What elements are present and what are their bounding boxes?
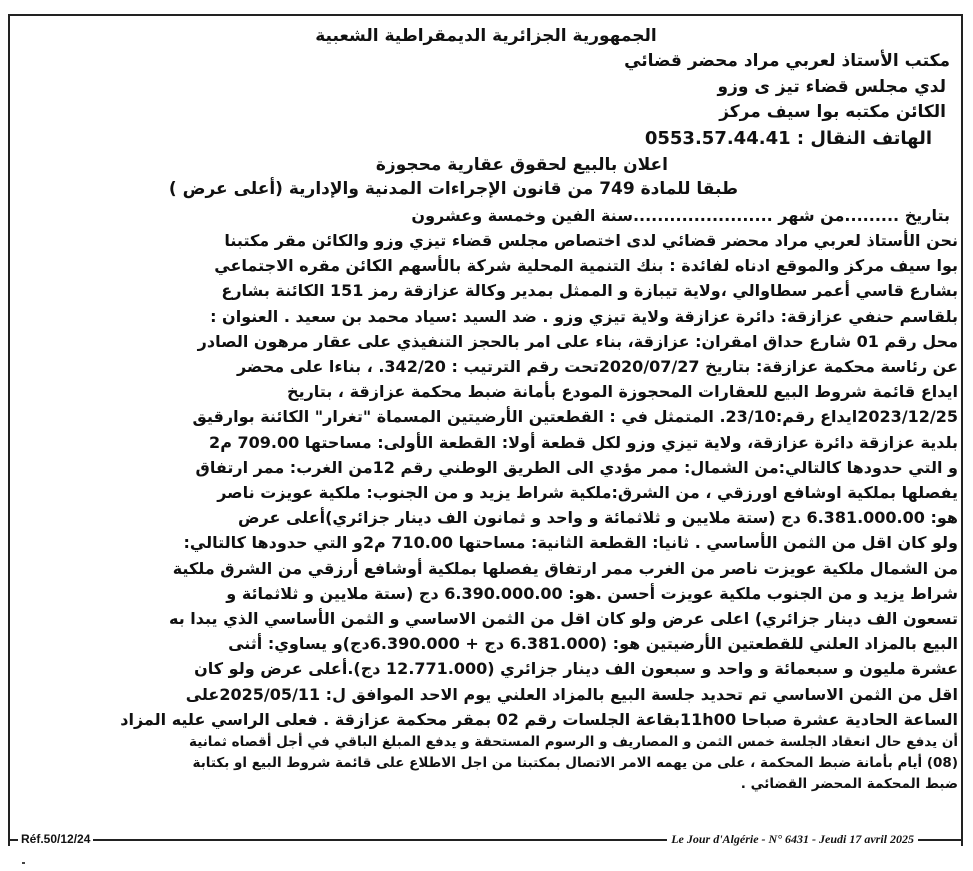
- body-line: هو: 6.381.000.00 دج (ستة ملايين و ثلاثمائة و واحد و ثمانون الف دينار جزائري)أعلى عرض: [237, 508, 958, 528]
- court-name: لدي مجلس قضاء تيز ى وزو: [717, 77, 946, 97]
- body-line: و التي حدودها كالتالي:من الشمال: ممر مؤدي الى الطريق الوطني رقم 12من الغرب: ممر ارتفاق: [195, 457, 958, 477]
- date-line: بتاريخ .........من شهر .......................سنة الفين وخمسة وعشرون: [411, 206, 950, 225]
- notice-title: اعلان بالبيع لحقوق عقارية محجوزة: [375, 155, 668, 175]
- closing-line: أن يدفع حال انعقاد الجلسة خمس الثمن و المصاريف و الرسوم المستحقة و يدفع المبلغ الباقي في أجل أقصاه ثمانية: [189, 734, 958, 750]
- office-name: مكتب الأستاذ لعربي مراد محضر قضائي: [624, 51, 950, 71]
- notice-subtitle: طبقا للمادة 749 من قانون الإجراءات المدنية والإدارية (أعلى عرض ): [168, 179, 738, 199]
- closing-line: ضبط المحكمة المحضر القضائي .: [740, 776, 958, 792]
- body-line: عشرة مليون و سبعمائة و واحد و سبعون الف دينار جزائري (12.771.000 دج).أعلى عرض ولو كان: [194, 659, 958, 679]
- republic-title: الجمهورية الجزائرية الديمقراطية الشعبية: [315, 26, 657, 46]
- body-line: ولو كان اقل من الثمن الأساسي . ثانيا: القطعة الثانية: مساحتها 710.00 م2و التي حدودها كالتالي:: [183, 533, 958, 553]
- body-line: محل رقم 01 شارع حداق امقران: عزازقة، بناء على امر بالحجز التنفيذي على عقار مرهون الصادر: [197, 331, 958, 351]
- closing-line: (08) أيام بأمانة ضبط المحكمة ، على من يهمه الامر الاتصال بمكتبنا من اجل الاطلاع على قائمة شروط البيع او بكتابة: [192, 755, 958, 771]
- body-line: يفصلها بملكية اوشافع اورزقي ، من الشرق:ملكية شراط يزيد و من الجنوب: ملكية عويزت ناصر: [217, 483, 958, 502]
- footer-corner-left: [8, 820, 10, 840]
- body-line: ايداع قائمة شروط البيع للعقارات المحجوزة المودع بأمانة ضبط محكمة عزازقة ، بتاريخ: [287, 382, 958, 402]
- body-line: الساعة الحادية عشرة صباحا 11h00بقاعة الجلسات رقم 02 بمقر محكمة عزازقة . فعلى الراسي عليه المزاد: [120, 709, 958, 729]
- journal-edition: Le Jour d'Algérie - N° 6431 - Jeudi 17 avril 2025: [667, 832, 918, 847]
- body-line: عن رئاسة محكمة عزازقة: بتاريخ 2020/07/27تحت رقم الترتيب : 342/20. ، بناءا على محضر: [236, 357, 958, 376]
- page-footer: [8, 832, 963, 852]
- reference-number: Réf.50/12/24: [18, 832, 93, 846]
- body-line: بلدية عزازقة دائرة عزازقة، ولاية تيزي وزو لكل قطعة أولا: القطعة الأولى: مساحتها 709.00 م2: [209, 432, 958, 452]
- body-line: نحن الأستاذ لعربي مراد محضر قضائي لدى اختصاص مجلس قضاء تيزي وزو والكائن مقر مكتبنا: [224, 231, 958, 250]
- office-address: الكائن مكتبه بوا سيف مركز: [719, 102, 946, 122]
- body-line: بلقاسم حنفي عزازقة: دائرة عزازقة ولاية تيزي وزو . ضد السيد :سياد محمد بن سعيد . العنوان :: [210, 306, 958, 326]
- speck: [22, 862, 25, 864]
- body-line: شراط يزيد و من الجنوب ملكية عويزت أحسن .هو: 6.390.000.00 دج (ستة ملايين و ثلاثمائة و: [226, 583, 958, 603]
- body-line: بوا سيف مركز والموقع ادناه لفائدة : بنك التنمية المحلية شركة بالأسهم الكائن مقره الاجتماعي: [214, 256, 958, 276]
- body-line: من الشمال ملكية عويزت ناصر من الغرب ممر ارتفاق يفصلها بملكية أوشافع أرزقي من الشرق ملكية: [172, 558, 958, 578]
- body-line: 2023/12/25ايداع رقم:23/10. المتمثل في : القطعتين الأرضيتين المسماة "تغرار" الكائنة بوارقيق: [192, 407, 958, 427]
- phone-number: الهاتف النقال : 0553.57.44.41: [644, 128, 932, 149]
- body-line: بشارع قاسي أعمر سطاوالي ،ولاية تيبازة و الممثل بمدير وكالة عزازقة رمز 151 الكائنة بشارع: [221, 281, 958, 301]
- body-line: البيع بالمزاد العلني للقطعتين الأرضيتين هو: (6.381.000 دج + 6.390.000دج)و يساوي: أثنى: [228, 634, 958, 654]
- footer-corner-right: [961, 820, 963, 840]
- body-line: تسعون الف دينار جزائري) اعلى عرض ولو كان اقل من الثمن الاساسي و الثمن الأساسي الذي يبدا به: [168, 609, 958, 628]
- body-line: اقل من الثمن الاساسي تم تحديد جلسة البيع بالمزاد العلني يوم الاحد الموافق ل: 2025/05/11على: [185, 684, 958, 704]
